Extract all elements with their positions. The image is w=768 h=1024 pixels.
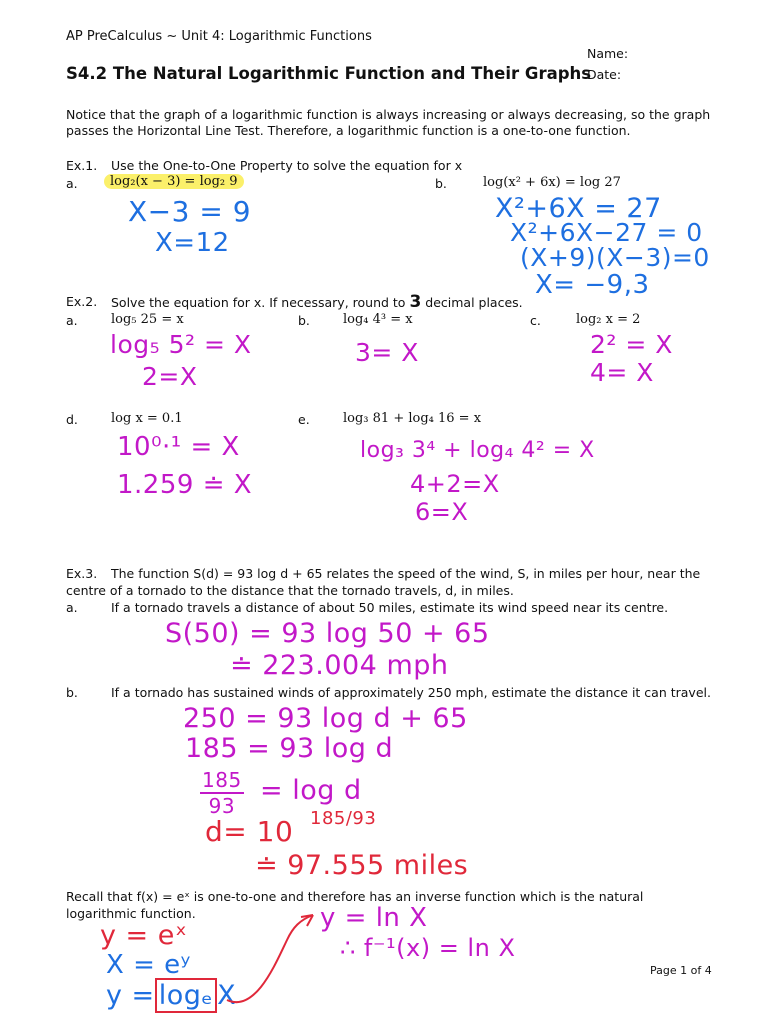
ex3-b-question: If a tornado has sustained winds of approximately 250 mph, estimate the distance it can travel. (111, 685, 711, 700)
ex1-b-work-line-4: X= −9,3 (535, 270, 650, 300)
ex1-b-equation: log(x² + 6x) = log 27 (483, 175, 621, 190)
ex3-b-red-exponent: 185/93 (310, 808, 377, 829)
recall-left-line-1: y = eˣ (100, 920, 188, 951)
page-title: S4.2 The Natural Logarithmic Function and Their Graphs (66, 64, 592, 83)
ex3-label: Ex.3. (66, 566, 98, 581)
ex2-d-work-line-2: 1.259 ≐ X (117, 470, 253, 500)
recall-left-lhs: y = (106, 980, 155, 1011)
ex1-a-work-line-2: X=12 (155, 228, 230, 258)
recall-left-x: X (217, 980, 237, 1011)
ex2-d-equation: log x = 0.1 (111, 411, 183, 426)
recall-line-1: Recall that f(x) = eˣ is one-to-one and therefore has an inverse function which is the natural (66, 889, 644, 904)
ex3-b-fraction (200, 768, 244, 818)
ex3-b-fraction-rhs: = log d (260, 775, 362, 806)
ex3-b-red-line-2: ≐ 97.555 miles (255, 850, 469, 881)
ex2-e-label: e. (298, 412, 310, 427)
ex2-c-equation: log₂ x = 2 (576, 312, 641, 327)
ex2-d-label: d. (66, 412, 78, 427)
ex3-a-label: a. (66, 600, 78, 615)
ex3-b-label: b. (66, 685, 78, 700)
name-label: Name: (587, 46, 629, 61)
ex2-a-work-line-2: 2=X (142, 362, 198, 391)
ex2-e-equation: log₃ 81 + log₄ 16 = x (343, 411, 482, 426)
ex2-e-work-line-1: log₃ 3⁴ + log₄ 4² = X (360, 438, 595, 463)
ex1-a-work-line-1: X−3 = 9 (128, 195, 252, 228)
ex1-b-work-line-2: X²+6X−27 = 0 (510, 218, 703, 247)
date-label: Date: (587, 67, 622, 82)
ex2-b-work-line-1: 3= X (355, 338, 419, 367)
ex1-b-label: b. (435, 176, 447, 191)
ex1-b-work-line-1: X²+6X = 27 (495, 193, 662, 224)
ex2-a-equation: log₅ 25 = x (111, 312, 184, 327)
course-header: AP PreCalculus ~ Unit 4: Logarithmic Functions (66, 29, 372, 44)
ex2-e-work-line-3: 6=X (415, 498, 469, 526)
intro-line-2: passes the Horizontal Line Test. Therefore, a logarithmic function is a one-to-one function. (66, 123, 631, 138)
ex2-c-work-line-2: 4= X (590, 358, 654, 387)
ex3-b-work-line-2: 185 = 93 log d (185, 733, 394, 764)
ex2-d-work-line-1: 10⁰·¹ = X (117, 432, 240, 462)
ex3-b-fraction-numerator: 185 (202, 768, 242, 792)
ex3-a-question: If a tornado travels a distance of about 50 miles, estimate its wind speed near its centre. (111, 600, 669, 615)
ex3-line-2: centre of a tornado to the distance that the tornado travels, d, in miles. (66, 583, 514, 598)
ex1-label: Ex.1. (66, 158, 98, 173)
recall-left-line-2: X = eʸ (106, 950, 191, 980)
ex3-b-red-line-1: d= 10 (205, 815, 294, 848)
ex3-b-work-line-1: 250 = 93 log d + 65 (183, 703, 468, 734)
ex2-instruction: Solve the equation for x. If necessary, round to 3 decimal places. (111, 292, 523, 312)
ex3-b-fraction-denominator: 93 (208, 794, 236, 818)
ex2-b-equation: log₄ 4³ = x (343, 312, 413, 327)
ex2-e-work-line-2: 4+2=X (410, 470, 500, 498)
ex1-b-work-line-3: (X+9)(X−3)=0 (520, 243, 710, 272)
intro-line-1: Notice that the graph of a logarithmic function is always increasing or always decreasing, so the graph (66, 107, 711, 122)
ex3-a-work-line-1: S(50) = 93 log 50 + 65 (165, 618, 490, 649)
ex2-c-work-line-1: 2² = X (590, 330, 673, 359)
ex3-line-1: The function S(d) = 93 log d + 65 relates the speed of the wind, S, in miles per hour, near the (111, 566, 701, 581)
recall-line-2: logarithmic function. (66, 906, 196, 921)
ex1-a-equation: log₂(x − 3) = log₂ 9 (104, 174, 244, 189)
ex2-label: Ex.2. (66, 294, 98, 309)
page-number: Page 1 of 4 (650, 964, 712, 977)
recall-right-line-1: y = ln X (320, 903, 428, 933)
recall-arrow (215, 905, 325, 1015)
ex2-a-work-line-1: log₅ 5² = X (110, 330, 252, 359)
recall-right-line-2: ∴ f⁻¹(x) = ln X (340, 934, 516, 962)
ex2-a-label: a. (66, 313, 78, 328)
ex3-a-work-line-2: ≐ 223.004 mph (230, 650, 449, 681)
ex2-c-label: c. (530, 313, 541, 328)
ex1-instruction: Use the One-to-One Property to solve the equation for x (111, 158, 463, 173)
ex1-a-label: a. (66, 176, 78, 191)
recall-log-box: logₑ (155, 978, 217, 1013)
ex2-b-label: b. (298, 313, 310, 328)
